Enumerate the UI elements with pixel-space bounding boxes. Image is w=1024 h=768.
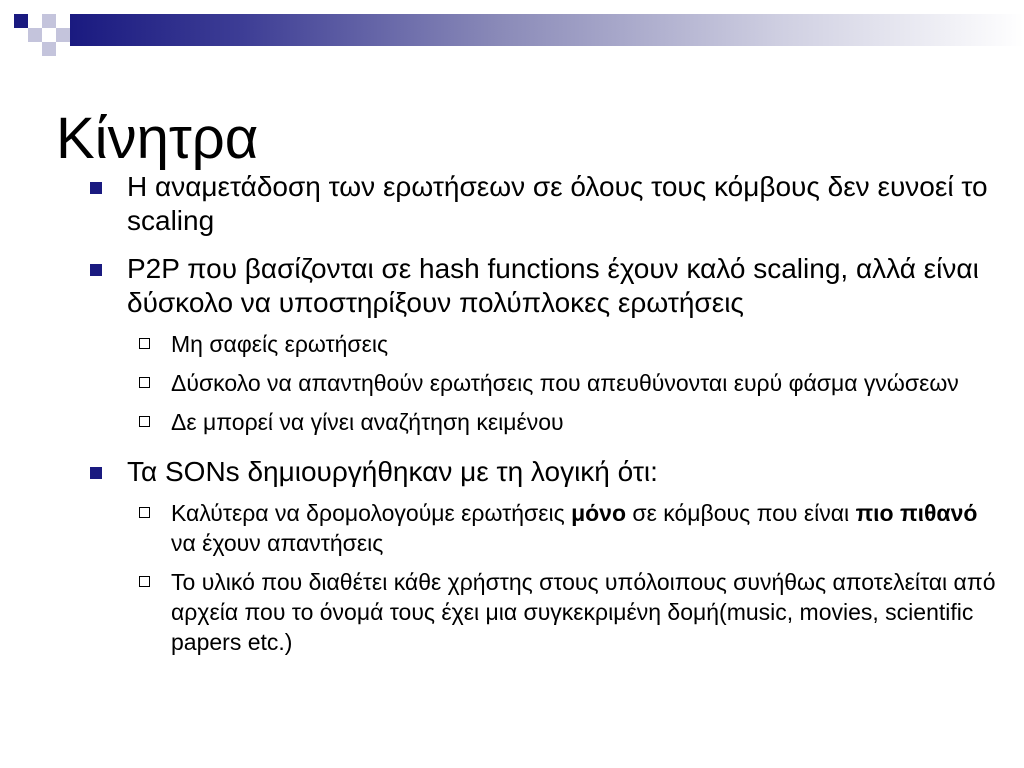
hollow-square-bullet-icon [139,377,150,388]
bullet-text: Τα SONs δημιουργήθηκαν με τη λογική ότι: [127,456,658,487]
decor-square-dark [14,14,28,28]
square-bullet-icon [90,467,102,479]
bullet-text: Η αναμετάδοση των ερωτήσεων σε όλους τους κόμβους δεν ευνοεί το scaling [127,171,988,236]
decor-square-light [42,42,56,56]
sub-bullet-text: Δε μπορεί να γίνει αναζήτηση κειμένου [171,409,564,435]
bullet-item [88,455,998,489]
decor-square-light [42,14,56,28]
sub-bullet-text: Μη σαφείς ερωτήσεις [171,331,389,357]
decor-square-light [28,28,42,42]
emphasis-text: μόνο [571,500,627,526]
bullet-text: P2P που βασίζονται σε hash functions έχουν καλό scaling, αλλά είναι δύσκολο να υποστηρίξουν πολύπλοκες ερωτήσεις [127,253,979,318]
slide-content [88,170,998,675]
sub-bullet-text: Το υλικό που διαθέτει κάθε χρήστης στους υπόλοιπους συνήθως αποτελείται από αρχεία που το όνομά τους έχει μια συγκεκριμένη δομή(music, movies, scientific papers etc.) [171,569,996,655]
hollow-square-bullet-icon [139,338,150,349]
bullet-item [88,170,998,238]
sub-bullet-item [133,407,998,437]
sub-bullet-text: Δύσκολο να απαντηθούν ερωτήσεις που απευθύνονται ευρύ φάσμα γνώσεων [171,370,959,396]
emphasis-text: πιο πιθανό [855,500,978,526]
square-bullet-icon [90,264,102,276]
slide-title: Κίνητρα [56,105,259,171]
sub-bullet-item [133,368,998,398]
bullet-item [88,252,998,320]
square-bullet-icon [90,182,102,194]
sub-bullet-item [133,498,998,558]
sub-list [88,329,998,437]
decor-square-light [56,28,70,42]
sub-list [88,498,998,657]
hollow-square-bullet-icon [139,507,150,518]
hollow-square-bullet-icon [139,576,150,587]
hollow-square-bullet-icon [139,416,150,427]
sub-bullet-text: Καλύτερα να δρομολογούμε ερωτήσεις μόνο σε κόμβους που είναι πιο πιθανό να έχουν απαντήσεις [171,500,978,556]
sub-bullet-item [133,329,998,359]
header-gradient-bar [70,14,1024,46]
sub-bullet-item [133,567,998,657]
